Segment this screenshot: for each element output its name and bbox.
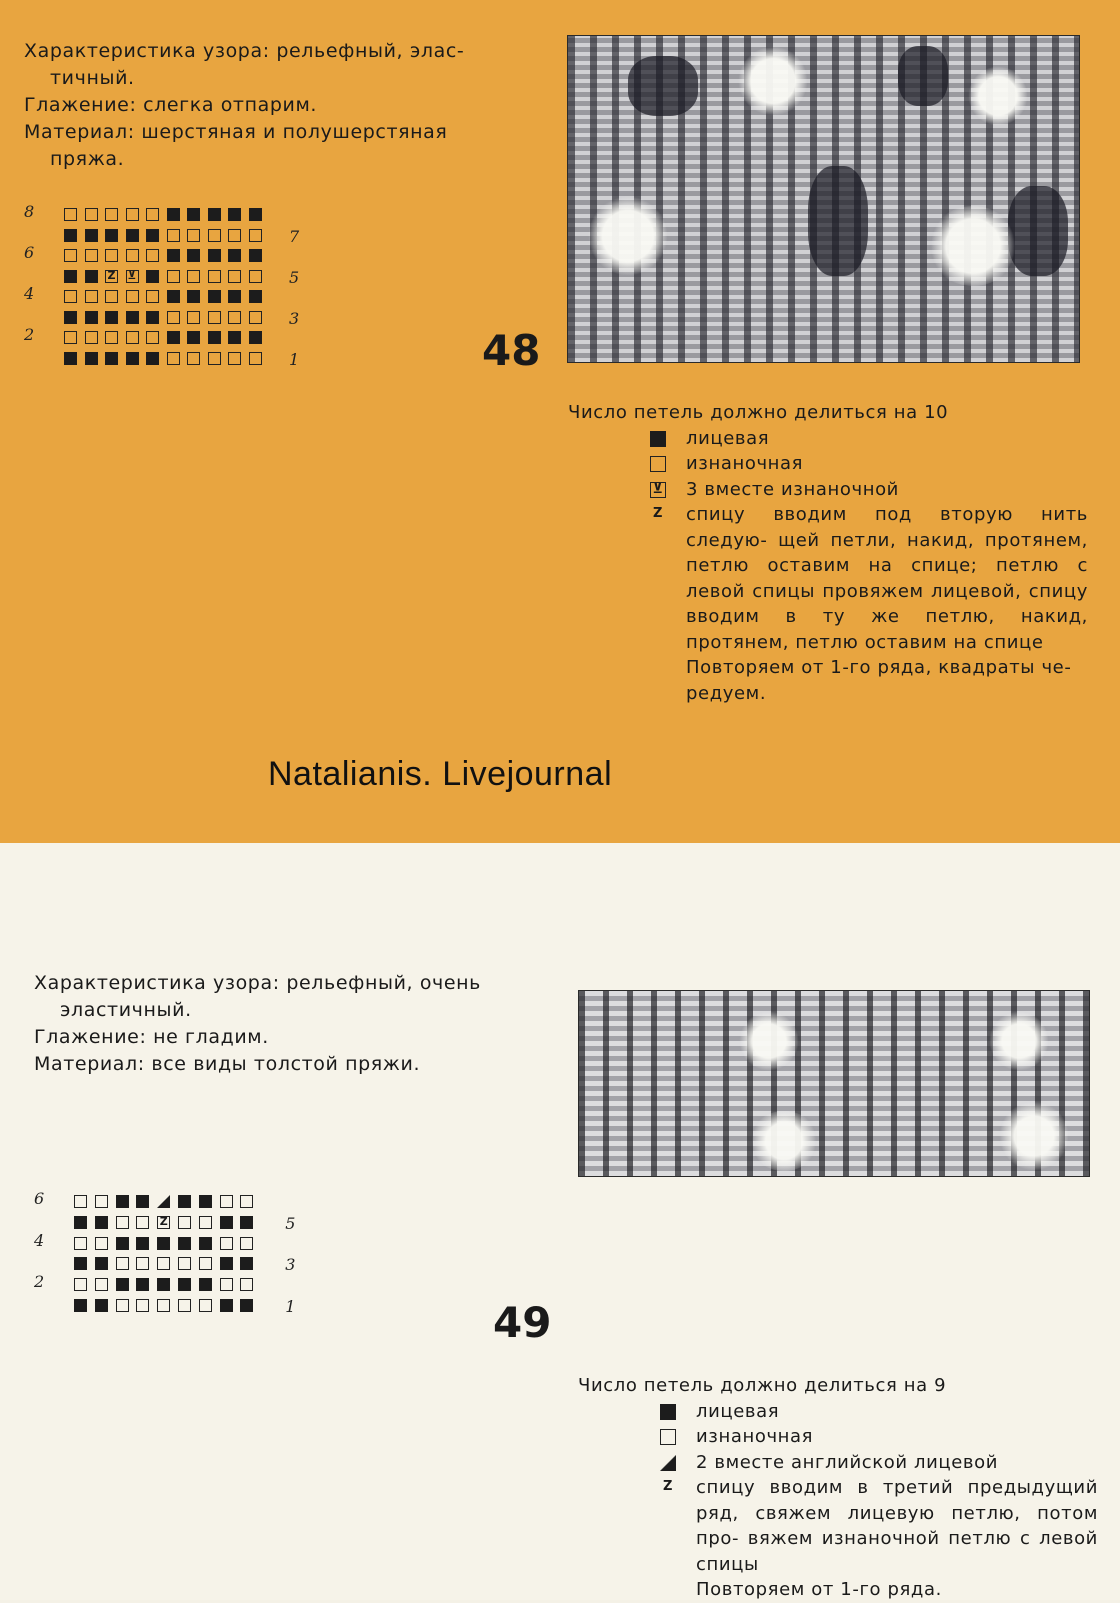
- knit-cell: [187, 290, 200, 303]
- purl-cell: [249, 352, 262, 365]
- purl-cell: [116, 1257, 129, 1270]
- knit-cell: [249, 331, 262, 344]
- knit-cell: [146, 229, 159, 242]
- knit-cell: [220, 1257, 233, 1270]
- row-number-label: 1: [289, 349, 300, 369]
- knit-cell: [228, 208, 241, 221]
- purl-cell: [146, 290, 159, 303]
- knitting-sample-photo: [578, 990, 1090, 1177]
- knit-cell: [167, 290, 180, 303]
- purl-cell: [95, 1237, 108, 1250]
- purl-cell: [167, 270, 180, 283]
- row-number-label: 5: [289, 267, 300, 287]
- knit-cell: [208, 249, 221, 262]
- purl-cell: [64, 290, 77, 303]
- purl-cell: [220, 1195, 233, 1208]
- knit-cell: [220, 1216, 233, 1229]
- purl-cell: [74, 1195, 87, 1208]
- purl-three-together-cell: ⊻: [126, 270, 139, 283]
- knit-cell: [64, 311, 77, 324]
- knit-cell: [240, 1299, 253, 1312]
- knit-cell: [240, 1257, 253, 1270]
- knit-cell: [228, 290, 241, 303]
- purl-cell: [208, 311, 221, 324]
- knit-cell: [126, 352, 139, 365]
- purl-cell: [85, 208, 98, 221]
- desc-line: пряжа.: [50, 148, 125, 170]
- knit-cell: [64, 270, 77, 283]
- legend-item: изнаночная: [650, 451, 1088, 477]
- row-number-label: 4: [34, 1230, 45, 1250]
- knit-cell: [208, 290, 221, 303]
- knit-cell: [126, 229, 139, 242]
- knit-two-together-icon: [660, 1455, 676, 1471]
- purl-cell: [208, 229, 221, 242]
- row-number-label: 3: [289, 308, 300, 328]
- purl-symbol-icon: [660, 1429, 676, 1445]
- knit-cell: [199, 1278, 212, 1291]
- desc-line: Глажение: слегка отпарим.: [24, 94, 318, 116]
- purl-cell: [249, 229, 262, 242]
- purl-cell: [85, 290, 98, 303]
- purl-cell: [187, 229, 200, 242]
- purl-cell: [187, 311, 200, 324]
- desc-line: эластичный.: [60, 999, 192, 1021]
- knit-cell: [240, 1216, 253, 1229]
- knit-cell: [116, 1195, 129, 1208]
- knit-cell: [178, 1278, 191, 1291]
- knit-cell: [85, 311, 98, 324]
- purl-cell: [178, 1257, 191, 1270]
- knit-symbol-icon: [650, 431, 666, 447]
- purl-cell: [105, 208, 118, 221]
- knit-cell: [95, 1216, 108, 1229]
- legend-item: лицевая: [650, 426, 1088, 452]
- knit-cell: [136, 1195, 149, 1208]
- knit-cell: [157, 1237, 170, 1250]
- purl-cell: [64, 249, 77, 262]
- purl-cell: [105, 249, 118, 262]
- knit-cell: [178, 1237, 191, 1250]
- purl-cell: [116, 1216, 129, 1229]
- purl-cell: [208, 270, 221, 283]
- knit-cell: [74, 1257, 87, 1270]
- legend-item: Z спицу вводим под вторую нить следую- щей петли, накид, протянем, петлю оставим на спице; петлю с левой спицы провяжем лицевой, спицу вводим в ту же петлю, накид, протянем, петлю оставим на спице: [650, 502, 1088, 655]
- knit-cell: [146, 311, 159, 324]
- desc-line: Материал: шерстяная и полушерстяная: [24, 121, 448, 143]
- knit-cell: [146, 352, 159, 365]
- special-stitch-icon: Z: [662, 1479, 674, 1494]
- knit-cell: [167, 249, 180, 262]
- purl-cell: [64, 331, 77, 344]
- desc-line: Глажение: не гладим.: [34, 1026, 269, 1048]
- row-number-label: 6: [34, 1189, 45, 1208]
- purl-cell: [228, 270, 241, 283]
- knit-cell: [220, 1299, 233, 1312]
- knit-cell: [249, 208, 262, 221]
- legend-item: ⊻ 3 вместе изнаночной: [650, 477, 1088, 503]
- purl-cell: [136, 1257, 149, 1270]
- purl-cell: [208, 352, 221, 365]
- repeat-note: Повторяем от 1-го ряда.: [696, 1579, 942, 1600]
- knit-cell: [228, 331, 241, 344]
- purl-cell: [126, 208, 139, 221]
- purl-cell: [116, 1299, 129, 1312]
- purl-cell: [240, 1195, 253, 1208]
- knit-cell: [146, 270, 159, 283]
- pattern-48-chart: [24, 202, 314, 378]
- purl-cell: [249, 270, 262, 283]
- purl-cell: [105, 331, 118, 344]
- special-stitch-cell: Z: [105, 270, 118, 283]
- purl-cell: [220, 1278, 233, 1291]
- knit-cell: [105, 311, 118, 324]
- knit-cell: [74, 1216, 87, 1229]
- knit-cell: [85, 270, 98, 283]
- knit-cell: [208, 208, 221, 221]
- purl-cell: [199, 1257, 212, 1270]
- row-number-label: 2: [24, 325, 35, 344]
- purl-cell: [228, 352, 241, 365]
- pattern-49-section: [0, 843, 1120, 1600]
- watermark: Natalianis. Livejournal: [268, 755, 613, 793]
- purl-cell: [157, 1299, 170, 1312]
- knit-cell: [105, 229, 118, 242]
- knit-two-together-cell: [157, 1195, 170, 1208]
- row-number-label: 1: [285, 1297, 296, 1316]
- knit-cell: [74, 1299, 87, 1312]
- knit-cell: [187, 331, 200, 344]
- purl-cell: [220, 1237, 233, 1250]
- knit-cell: [167, 208, 180, 221]
- purl-cell: [85, 331, 98, 344]
- pattern-number: 48: [482, 326, 541, 375]
- knit-cell: [228, 249, 241, 262]
- knit-cell: [85, 352, 98, 365]
- knit-cell: [116, 1237, 129, 1250]
- purl-cell: [136, 1216, 149, 1229]
- row-number-label: 3: [285, 1255, 296, 1275]
- purl-cell: [74, 1278, 87, 1291]
- purl-cell: [95, 1278, 108, 1291]
- row-number-label: 8: [24, 202, 35, 221]
- purl-cell: [126, 249, 139, 262]
- purl-cell: [105, 290, 118, 303]
- knit-cell: [187, 208, 200, 221]
- purl-cell: [240, 1278, 253, 1291]
- purl-cell: [74, 1237, 87, 1250]
- purl-cell: [178, 1216, 191, 1229]
- purl-cell: [157, 1257, 170, 1270]
- knit-cell: [249, 290, 262, 303]
- stitch-count: Число петель должно делиться на 9: [578, 1375, 947, 1396]
- pattern-number: 49: [493, 1298, 552, 1347]
- desc-line: Материал: все виды толстой пряжи.: [34, 1053, 421, 1075]
- purl-cell: [249, 311, 262, 324]
- knit-cell: [249, 249, 262, 262]
- purl-cell: [167, 229, 180, 242]
- pattern-49-chart: [34, 1189, 304, 1325]
- purl-cell: [178, 1299, 191, 1312]
- pattern-49-legend: [578, 1373, 1098, 1603]
- purl-cell: [228, 311, 241, 324]
- knit-cell: [157, 1278, 170, 1291]
- purl-cell: [146, 249, 159, 262]
- purl-cell: [240, 1237, 253, 1250]
- purl-cell: [136, 1299, 149, 1312]
- knit-cell: [64, 352, 77, 365]
- row-number-label: 2: [34, 1272, 45, 1292]
- knit-cell: [95, 1257, 108, 1270]
- stitch-count: Число петель должно делиться на 10: [568, 402, 949, 423]
- desc-line: тичный.: [50, 67, 135, 89]
- knit-cell: [187, 249, 200, 262]
- knit-cell: [136, 1237, 149, 1250]
- knit-cell: [136, 1278, 149, 1291]
- legend-item: изнаночная: [660, 1424, 1098, 1450]
- legend-item: лицевая: [660, 1399, 1098, 1425]
- purl-cell: [167, 311, 180, 324]
- knit-cell: [178, 1195, 191, 1208]
- purl-cell: [126, 290, 139, 303]
- pattern-49-description: [34, 970, 564, 1078]
- purl-cell: [126, 331, 139, 344]
- pattern-48-description: [24, 38, 544, 173]
- knitting-sample-photo: [567, 35, 1080, 363]
- knit-cell: [64, 229, 77, 242]
- purl-cell: [199, 1216, 212, 1229]
- knit-cell: [167, 331, 180, 344]
- knit-cell: [199, 1237, 212, 1250]
- row-number-label: 5: [285, 1213, 296, 1233]
- purl-cell: [85, 249, 98, 262]
- knit-cell: [95, 1299, 108, 1312]
- purl-cell: [167, 352, 180, 365]
- knit-cell: [85, 229, 98, 242]
- purl-cell: [146, 208, 159, 221]
- desc-line: Характеристика узора: рельефный, очень: [34, 972, 481, 994]
- pattern-48-legend: [568, 400, 1088, 706]
- purl-symbol-icon: [650, 456, 666, 472]
- desc-line: Характеристика узора: рельефный, элас-: [24, 40, 465, 62]
- row-number-label: 4: [24, 284, 35, 303]
- legend-item: 2 вместе английской лицевой: [660, 1450, 1098, 1476]
- legend-item: Z спицу вводим в третий предыдущий ряд, свяжем лицевую петлю, потом про- вяжем изнаночной петлю с левой спицы: [660, 1475, 1098, 1577]
- knit-symbol-icon: [660, 1404, 676, 1420]
- purl-cell: [199, 1299, 212, 1312]
- special-stitch-icon: Z: [652, 506, 664, 521]
- purl-cell: [64, 208, 77, 221]
- purl-cell: [187, 352, 200, 365]
- knit-cell: [116, 1278, 129, 1291]
- special-stitch-cell: Z: [157, 1216, 170, 1229]
- knit-cell: [105, 352, 118, 365]
- purl-cell: [146, 331, 159, 344]
- purl-cell: [228, 229, 241, 242]
- purl-cell: [95, 1195, 108, 1208]
- knit-cell: [199, 1195, 212, 1208]
- row-number-label: 6: [24, 243, 35, 262]
- knit-cell: [208, 331, 221, 344]
- repeat-note: Повторяем от 1-го ряда, квадраты че- редуем.: [686, 657, 1072, 704]
- purl-cell: [187, 270, 200, 283]
- purl-three-together-icon: ⊻: [650, 482, 666, 498]
- knit-cell: [126, 311, 139, 324]
- row-number-label: 7: [289, 226, 300, 246]
